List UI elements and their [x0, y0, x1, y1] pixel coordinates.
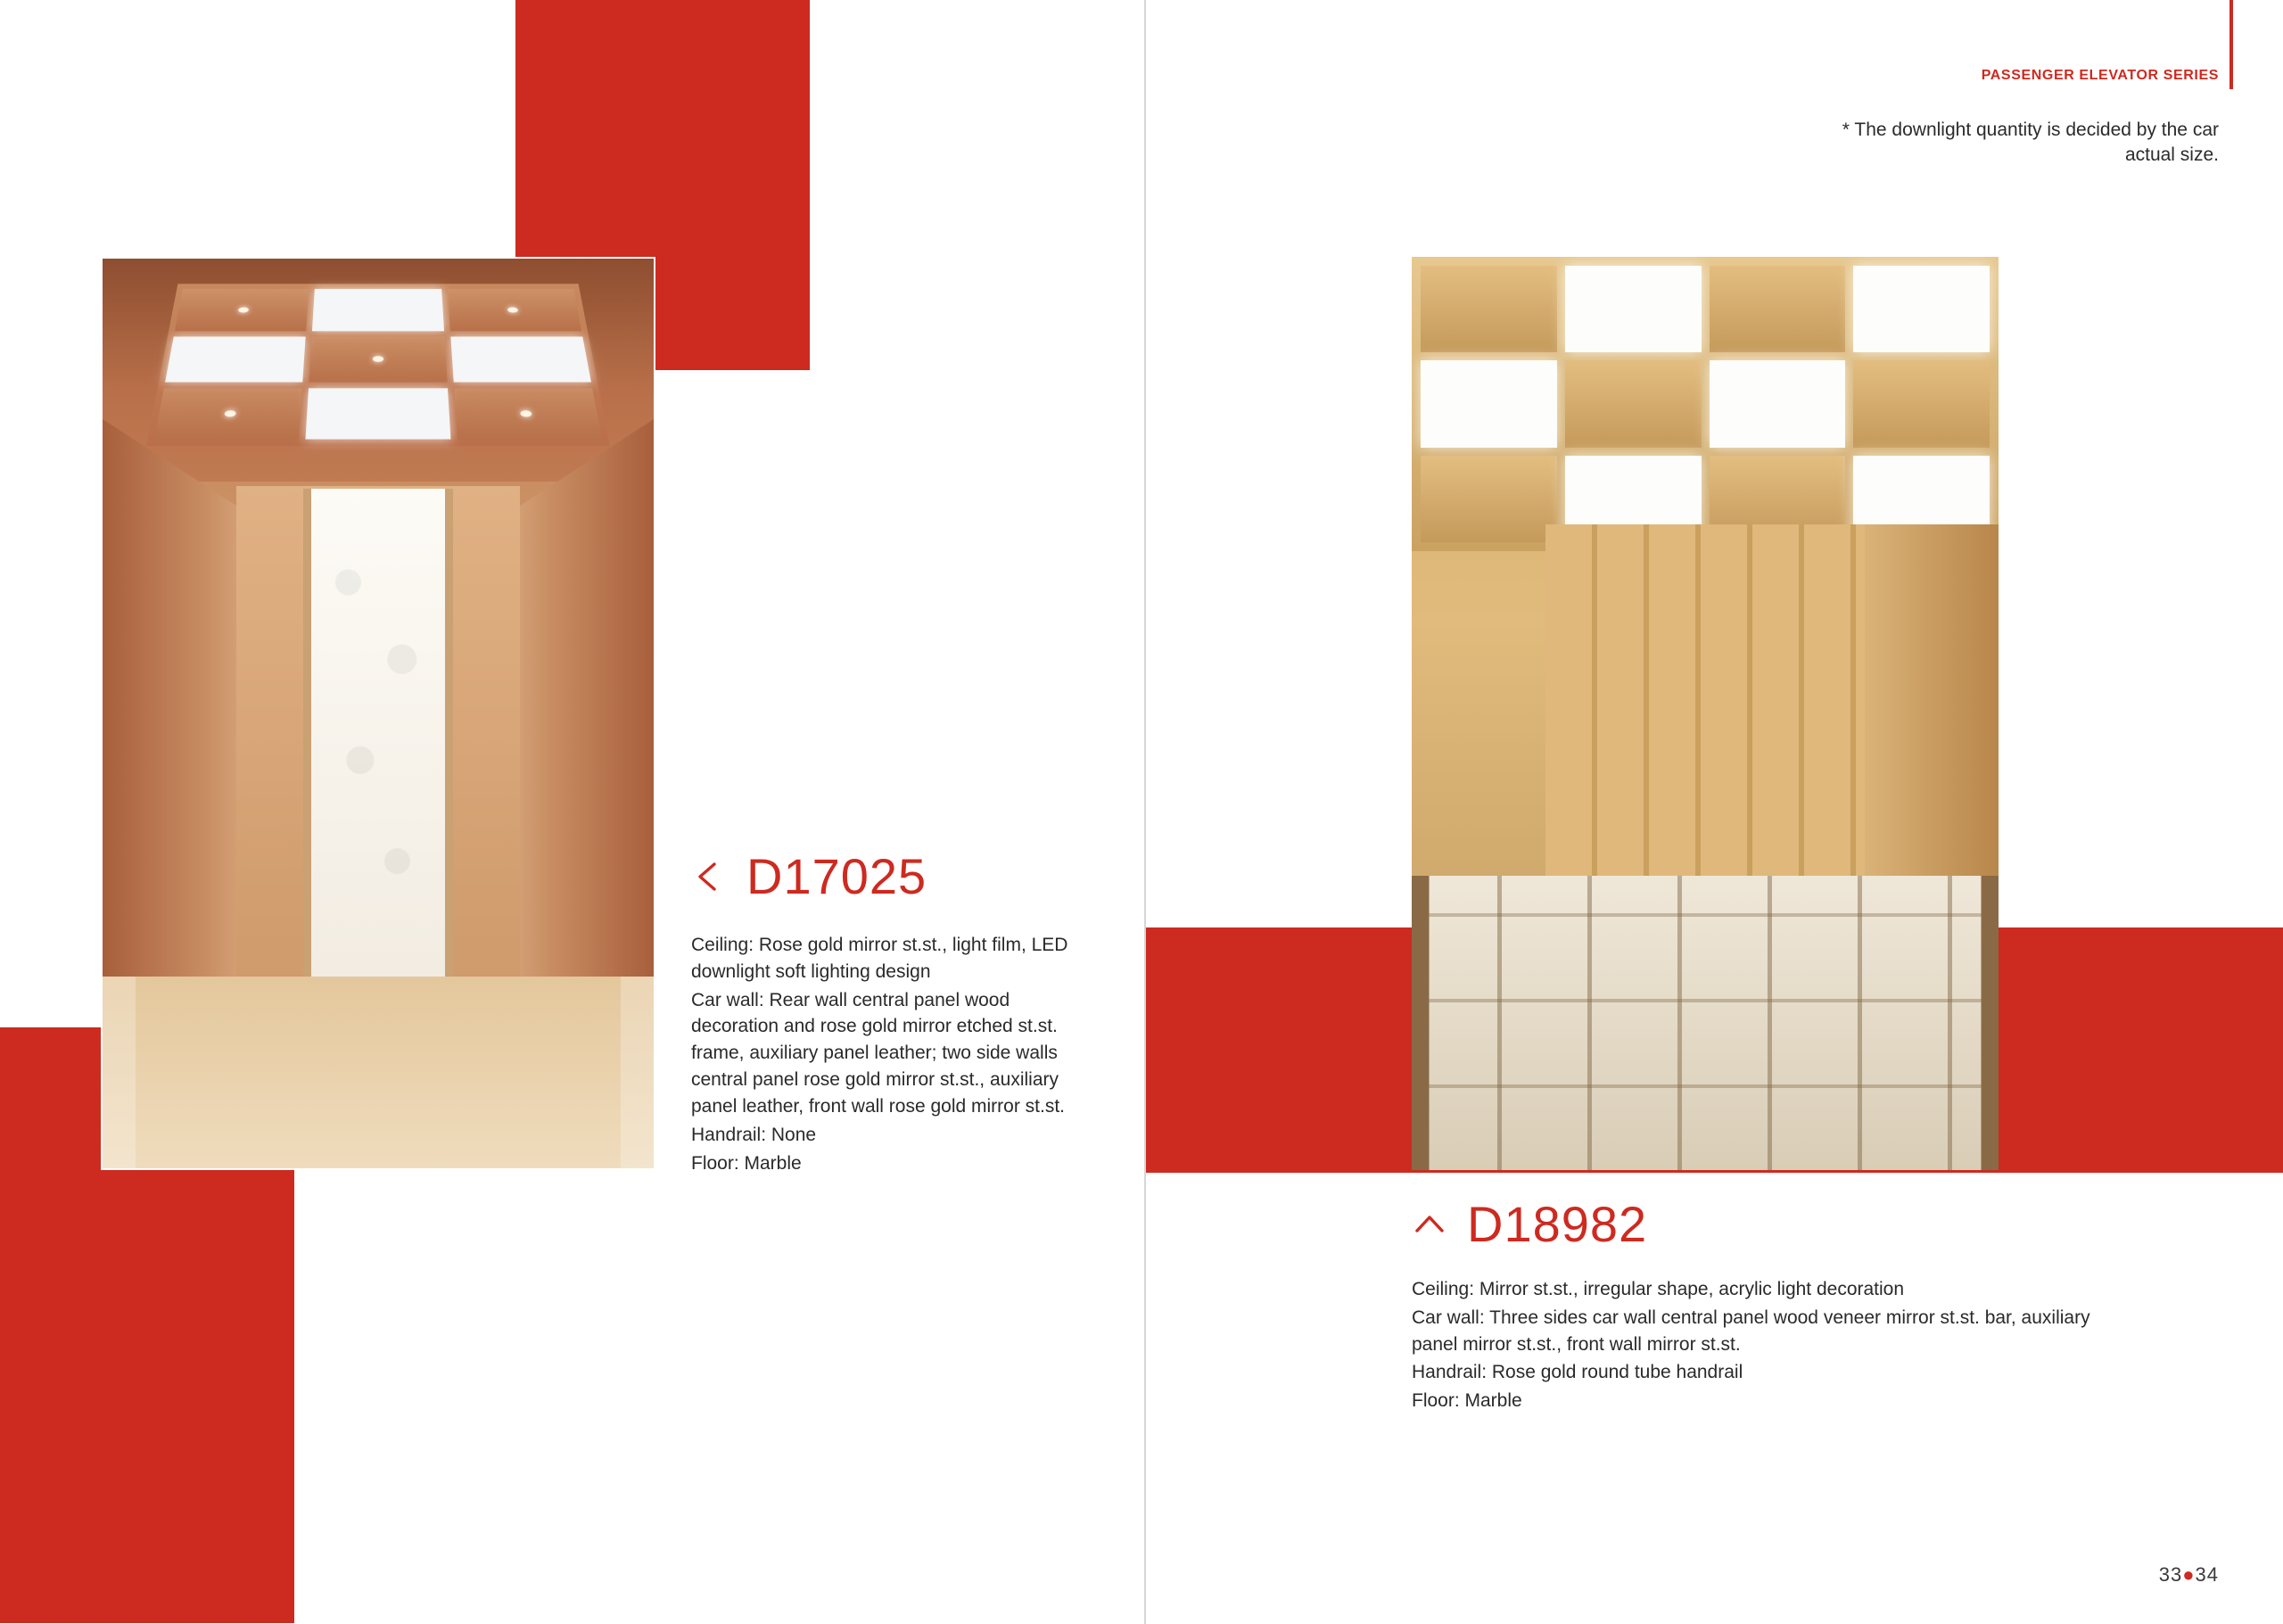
model-heading-left	[691, 848, 1070, 904]
cab-floor	[1412, 876, 1999, 1170]
spec-ceiling: Ceiling: Mirror st.st., irregular shape, acrylic light decoration	[1412, 1279, 1905, 1299]
spec-handrail: Handrail: Rose gold round tube handrail	[1412, 1362, 1743, 1383]
spec-list-left	[691, 932, 1070, 1176]
cab-rear-central-panel	[303, 489, 453, 984]
caption-right	[1412, 1196, 2098, 1416]
spec-ceiling: Ceiling: Rose gold mirror st.st., light film, LED downlight soft lighting design	[691, 935, 1068, 982]
chevron-up-icon	[1412, 1207, 1447, 1242]
spec-car-wall: Car wall: Three sides car wall central panel wood veneer mirror st.st. bar, auxiliary panel mirror st.st., front wall mirror st.st.	[1412, 1307, 2090, 1355]
elevator-cab-photo-d17025	[101, 257, 655, 1170]
downlight-note: * The downlight quantity is decided by the car actual size.	[1842, 120, 2219, 166]
spec-floor: Floor: Marble	[1412, 1390, 1522, 1412]
caption-left	[691, 848, 1070, 1178]
page-number-right: 34	[2195, 1563, 2219, 1586]
model-name: D17025	[746, 848, 927, 904]
page-number-left: 33	[2158, 1563, 2183, 1586]
page-number-separator: ●	[2182, 1563, 2196, 1586]
page-divider	[1144, 0, 1146, 1624]
spec-handrail: Handrail: None	[691, 1124, 817, 1145]
spec-floor: Floor: Marble	[691, 1152, 802, 1174]
decorative-red-tick	[2229, 0, 2233, 89]
chevron-left-icon	[691, 859, 727, 894]
model-heading-right	[1412, 1196, 2098, 1252]
spec-car-wall: Car wall: Rear wall central panel wood decoration and rose gold mirror etched st.st. frame, auxiliary panel leather; two side walls central panel rose gold mirror st.st., auxiliary panel leather, front wall rose gold mirror st.st.	[691, 989, 1066, 1117]
cab-floor	[103, 977, 654, 1168]
model-name: D18982	[1467, 1196, 1648, 1252]
series-label: PASSENGER ELEVATOR SERIES	[1981, 68, 2219, 83]
cab-ceiling	[1412, 257, 1999, 551]
page-number	[2159, 1563, 2219, 1587]
spec-list-right	[1412, 1276, 2098, 1414]
elevator-cab-photo-d18982	[1412, 257, 1999, 1170]
cab-ceiling	[103, 259, 654, 482]
